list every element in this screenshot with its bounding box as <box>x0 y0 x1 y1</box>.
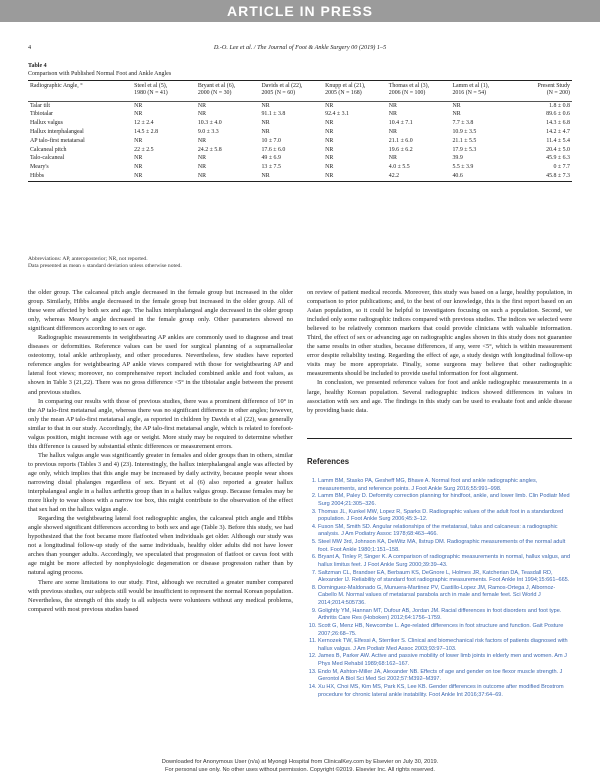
table-cell: NR <box>134 155 143 162</box>
table-cell: NR <box>325 137 334 144</box>
table-cell: 4.0 ± 5.5 <box>388 164 410 171</box>
table-cell: Hibbs <box>28 172 132 181</box>
table-cell: 13 ± 7.5 <box>261 164 281 171</box>
reference-item[interactable]: 11. Kernozek TW, Elfessi A, Sterriker S. Clinical and biomechanical risk factors of patients diagnosed with hallux valgus. J Am Podiatr Med Assoc 2003;93:97–103. <box>318 638 572 653</box>
table-cell: 92.4 ± 3.1 <box>325 111 349 118</box>
table-header-row <box>28 81 572 102</box>
table-header-line: Lamm et al (1), <box>452 83 490 89</box>
table-cell: 49 ± 6.9 <box>261 155 281 162</box>
table-cell: NR <box>325 129 334 136</box>
table-cell: NR <box>325 164 334 171</box>
table-cell: NR <box>261 102 270 109</box>
running-header <box>28 42 572 54</box>
body-paragraph: Regarding the weightbearing lateral foot radiographic angles, the calcaneal pitch angle and Hibbs angle showed significant differences according to both sex and age (Table 3). Before this study, we had hypothesized that the foot became more flatfooted when individuals get older. Although our study was not a longitudinal follow-up study of the same individuals, healthy older adults did not have lower arches than younger adults. Accordingly, we speculated that progression of flatfoot or cavus foot with age might be more affected by nonphysiologic degeneration or disease progression rather than by natural aging process. <box>28 515 293 577</box>
table-cell: NR <box>259 172 323 181</box>
reference-item[interactable]: 10. Scott G, Menz HB, Newcombe L. Age-related differences in foot structure and function. Gait Posture 2007;26:68–75. <box>318 623 572 638</box>
table-cell: 42.2 <box>387 172 451 181</box>
table-cell: 12 ± 2.4 <box>134 120 154 127</box>
table-header-line: Thomas et al (3), <box>388 83 430 89</box>
table-cell: AP talo-first metatarsal <box>30 137 85 144</box>
reference-item[interactable]: 12. James B, Parker AW. Active and passive mobility of lower limb joints in elderly men and women. Am J Phys Med Rehabil 1989;68:162–167. <box>318 653 572 668</box>
table-cell: 21.1 ± 5.5 <box>452 137 477 144</box>
table-cell: NR <box>134 111 143 118</box>
table-cell: 21.1 ± 6.0 <box>388 137 413 144</box>
table-cell: NR <box>134 164 143 171</box>
table-cell: 11.4 ± 5.4 <box>546 137 570 144</box>
table-cell: 39.9 <box>452 155 463 162</box>
table-cell: NR <box>388 111 397 118</box>
page-number: 4 <box>28 44 32 51</box>
table-row <box>28 146 572 155</box>
reference-item[interactable]: 8. Dominguez-Maldonado G, Munuera-Martinez PV, Castillo-Lopez JM, Ramos-Ortega J, Albornoz-Cabello M. Normal values of metatarsal parabola arch in male and female feet. Sci World J 2014;2014:505736. <box>318 585 572 608</box>
table-row <box>28 172 572 181</box>
table-header-cell <box>323 81 387 102</box>
body-column-right <box>307 288 572 415</box>
table-cell: Hallux valgus <box>30 120 63 127</box>
table-row <box>28 137 572 146</box>
table-header-line: 2016 (N = 54) <box>452 90 487 97</box>
table-cell: NR <box>197 102 207 109</box>
table-row <box>28 128 572 137</box>
table-cell: 45.8 ± 7.3 <box>514 172 572 181</box>
table-cell: 19.6 ± 6.2 <box>388 146 413 153</box>
table-header-line: (N = 200) <box>546 90 570 97</box>
table-cell: Talar tilt <box>30 102 51 109</box>
article-in-press-banner: ARTICLE IN PRESS <box>0 0 600 22</box>
reference-item[interactable]: 7. Saltzman CL, Brandser EA, Berbaum KS, DeGnore L, Holmes JR, Katcherian DA, Teasdall RD, Alexander IJ. Reliability of standard foot radiographic measurements. Foot Ankle Int 1994;15:661–665. <box>318 570 572 585</box>
table-cell: 20.4 ± 5.0 <box>546 146 570 153</box>
reference-item[interactable]: 2. Lamm BM, Paley D. Deformity correction planning for hindfoot, ankle, and lower limb. Clin Podiatr Med Surg 2004;21:305–326. <box>318 493 572 508</box>
table-footnote-data: Data presented as mean ± standard deviation unless otherwise noted. <box>28 263 182 270</box>
table-header-line: Bryant et al (6), <box>197 83 236 89</box>
table-cell: NR <box>261 129 270 136</box>
table-cell: 91.1 ± 3.8 <box>261 111 286 118</box>
body-paragraph: In conclusion, we presented reference values for foot and ankle radiographic measurements in a large, healthy Korean population. Several radiographic indices showed differences in values in association with sex and age. The findings in this study can be used to evaluate foot and ankle disease by providing basic data. <box>307 379 572 414</box>
table-row <box>28 120 572 129</box>
table-cell: NR <box>325 120 334 127</box>
table-cell: 14.5 ± 2.8 <box>134 129 159 136</box>
body-paragraph: The hallux valgus angle was significantly greater in females and older groups than in others, similar to previous reports (Tables 3 and 4) (23). Interestingly, the hallux interphalangeal angle was affected by age only, which implies that this angle may be increased by daily activity, because people wear shoes narrowing distal phalanges regardless of sex. Bryant et al (6) also reported a greater hallux interphalangeal angle in a hallux arthritis group than in a hallux valgus group. Because females may be more likely to wear shoes with a narrow toe box, this might contribute to the observation of the effect that sex had on the hallux valgus angle. <box>28 451 293 514</box>
table-cell: 14.2 ± 4.7 <box>546 129 570 136</box>
table-cell: NR <box>197 111 207 118</box>
reference-item[interactable]: 5. Steel MW 3rd, Johnson KA, DeWitz MA, Ilstrup DM. Radiographic measurements of the normal adult foot. Foot Ankle 1980;1:151–158. <box>318 539 572 554</box>
table-header-line: 1980 (N = 41) <box>134 90 168 97</box>
table-header-line: Davids et al (22), <box>261 83 303 89</box>
references-heading: References <box>307 438 572 466</box>
table-cell: NR <box>197 155 207 162</box>
table-cell: 14.3 ± 6.8 <box>546 120 570 127</box>
table-cell: Calcaneal pitch <box>30 146 67 153</box>
table-header-line: 2005 (N = 168) <box>325 90 362 97</box>
reference-item[interactable]: 4. Fuson SM, Smith SD. Angular relationships of the metatarsal, talus and calcaneus: a radiographic analysis. J Am Podiatry Assoc 1978;68:463–466. <box>318 524 572 539</box>
table-cell: NR <box>132 172 196 181</box>
table-row <box>28 155 572 164</box>
table-cell: NR <box>388 129 397 136</box>
table-header-line: 2006 (N = 100) <box>388 90 426 97</box>
body-paragraph: Radiographic measurements in weightbearing AP ankles are commonly used to diagnose and treat diseases or deformities. Reference values can be used for surgical planning of a supramalleolar osteotomy, total ankle arthroplasty, and other procedures. Nevertheless, few studies have reported reference angles for weightbearing AP ankle views compared with those for weightbearing AP and lateral foot views; moreover, no comprehensive report included combined ankle and foot values, as shown in Table 3 (21,22). There was no gross difference <5° in the tibiotalar angle between the present and previous studies. <box>28 334 293 396</box>
table-cell: 10 ± 7.0 <box>261 137 281 144</box>
copyright-notice: For personal use only. No other uses without permission. Copyright ©2019. Elsevier Inc. All rights reserved. <box>165 766 435 773</box>
table-cell: 10.3 ± 4.0 <box>197 120 222 127</box>
table-footnote-abbrev: Abbreviations: AP, anteroposterior; NR, not reported. <box>28 256 148 262</box>
table-cell: NR <box>197 164 207 171</box>
table-cell: NR <box>325 155 334 162</box>
references-section <box>307 438 572 699</box>
reference-item[interactable]: 9. Golightly YM, Hannan MT, Dufour AB, Jordan JM. Racial differences in foot disorders and foot type. Arthritis Care Res (Hoboken) 2012;64:1756–1759. <box>318 608 572 623</box>
comparison-table <box>28 80 572 182</box>
table-cell: NR <box>196 172 260 181</box>
table-title: Comparison with Published Normal Foot and Ankle Angles <box>28 71 172 78</box>
body-paragraph: on review of patient medical records. Moreover, this study was based on a large, healthy population, in comparison to prior publications; and, to the best of our knowledge, this is the first report based on an Asian population, so it could be helpful to investigators focusing on such a population. Second, we included only some radiographic indices compared with previous studies. The indices we selected were believed to be relatively common markers that could provide clinicians with valuable information. Third, the effect of sex or advancing age on radiographic angles shown in this study does not guarantee the same results in other studies, because differences, if any, were <5°, which is within measurement error despite reliability testing. Regarding the effect of age, a study design with longitudinal follow-up visits may be more appropriate. Finally, some surgeons may believe that other radiographic measurements should be included to provide useful information for foot alignment. <box>307 289 572 378</box>
table-cell: 1.8 ± 0.8 <box>549 102 570 109</box>
table-header-line: Knupp et al (21), <box>325 83 366 89</box>
table-header-line: 2005 (N = 60) <box>261 90 296 97</box>
table-cell: 7.7 ± 3.8 <box>452 120 474 127</box>
table-cell: NR <box>197 137 207 144</box>
table-header-cell <box>132 81 196 102</box>
table-cell: 22 ± 2.5 <box>134 146 154 153</box>
table-cell: 40.6 <box>450 172 514 181</box>
download-footer <box>0 759 600 774</box>
table-footnotes <box>28 256 182 271</box>
table-header-line: Steel et al (5), <box>134 83 168 89</box>
table-header-line: Present Study <box>537 83 570 89</box>
table-header-cell <box>450 81 514 102</box>
table-caption <box>28 62 171 79</box>
table-header-cell <box>514 81 572 102</box>
journal-citation: D.-O. Lee et al. / The Journal of Foot & Ankle Surgery 00 (2019) 1–5 <box>213 44 387 51</box>
table-row <box>28 111 572 120</box>
table-cell: Tibiotalar <box>30 111 54 118</box>
table-cell: NR <box>452 102 461 109</box>
reference-item[interactable]: 3. Thomas JL, Kunkel MW, Lopez R, Sparks D. Radiographic values of the adult foot in a standardized population. J Foot Ankle Surg 2006;45:3–12. <box>318 509 572 524</box>
reference-item[interactable]: 1. Lamm BM, Stasko PA, Gesheff MG, Bhave A. Normal foot and ankle radiographic angles, measurements, and reference points. J Foot Ankle Surg 2016;55:991–998. <box>318 478 572 493</box>
table-header-line: Radiographic Angle, ° <box>30 83 83 89</box>
table-cell: NR <box>325 102 334 109</box>
table-cell: NR <box>388 155 397 162</box>
table-cell: 0 ± 7.7 <box>553 164 570 171</box>
reference-item[interactable]: 14. Xu HX, Choi MS, Kim MS, Park KS, Lee KB. Gender differences in outcome after modified Brostrom procedure for chronic lateral ankle instability. Foot Ankle Int 2016;37:64–69. <box>318 684 572 699</box>
table-cell: 10.9 ± 3.5 <box>452 129 477 136</box>
table-header-cell <box>28 81 132 102</box>
body-paragraph: the older group. The calcaneal pitch angle decreased in the female group but increased in the older group. Similarly, Hibbs angle decreased in the female group but increased in the older group. All of these were affected by both sex and age. The hallux interphalangeal angle decreased in the older group only, whereas Meary's angle decreased in the female group only. Other parameters showed no significant differences according to sex or age. <box>28 289 293 333</box>
table-label: Table 4 <box>28 63 47 69</box>
body-column-left <box>28 288 293 614</box>
table-cell: 24.2 ± 5.8 <box>197 146 222 153</box>
table-cell: NR <box>134 137 143 144</box>
table-cell: Talo-calcaneal <box>30 155 65 162</box>
table-cell: NR <box>325 146 334 153</box>
table-row <box>28 164 572 173</box>
table-cell: Meary's <box>30 164 49 171</box>
table-cell: 45.9 ± 6.3 <box>546 155 570 162</box>
table-header-cell <box>196 81 260 102</box>
download-notice: Downloaded for Anonymous User (n/a) at Myongji Hospital from ClinicalKey.com by Elsevier on July 30, 2019. <box>161 759 439 765</box>
table-cell: 5.5 ± 3.9 <box>452 164 474 171</box>
table-cell: 17.6 ± 6.0 <box>261 146 286 153</box>
table-header-cell <box>387 81 451 102</box>
table-cell: NR <box>134 102 143 109</box>
references-list <box>307 478 572 699</box>
table-cell: 9.0 ± 3.3 <box>197 129 219 136</box>
table-body <box>28 102 572 182</box>
body-paragraph: In comparing our results with those of previous studies, there was a prominent difference of 10° in the AP talo-first metatarsal angle, whereas there was no significant difference in other angles; however, only the mean AP talo-first metatarsal angle, as reported in children by Davids et al (22), was generally similar to that in our study. Accordingly, the AP talo-first metatarsal angle, which is related to forefoot-valgus position, might increase with age or weight. More study may be required to determine whether this difference is caused by substantial ethnic differences or measurement errors. <box>28 397 293 450</box>
body-paragraph: There are some limitations to our study. First, although we recruited a greater number compared with previous studies, our subjects still would be insufficient to represent the normal Korean population. Nevertheless, the strength of this study is all subjects were volunteers without any medical problems, compared with most previous studies based <box>28 578 293 613</box>
table-cell: NR <box>388 102 397 109</box>
table-cell: NR <box>261 120 270 127</box>
table-header-line: 2000 (N = 30) <box>197 90 232 97</box>
reference-item[interactable]: 13. Endo M, Ashton-Miller JA, Alexander NB. Effects of age and gender on toe flexor muscle strength. J Gerontol A Biol Sci Med Sci 2002;57:M392–M397. <box>318 669 572 684</box>
table-cell: NR <box>323 172 387 181</box>
table-cell: 10.4 ± 7.1 <box>388 120 413 127</box>
table-cell: 89.6 ± 0.6 <box>546 111 570 118</box>
reference-item[interactable]: 6. Bryant A, Tinley P, Singer K. A comparison of radiographic measurements in normal, hallux valgus, and hallux limitus feet. J Foot Ankle Surg 2000;39:39–43. <box>318 554 572 569</box>
table-cell: NR <box>452 111 461 118</box>
table-cell: 17.9 ± 5.3 <box>452 146 477 153</box>
table-cell: Hallux interphalangeal <box>30 129 84 136</box>
table-row <box>28 102 572 111</box>
table-header-cell <box>259 81 323 102</box>
